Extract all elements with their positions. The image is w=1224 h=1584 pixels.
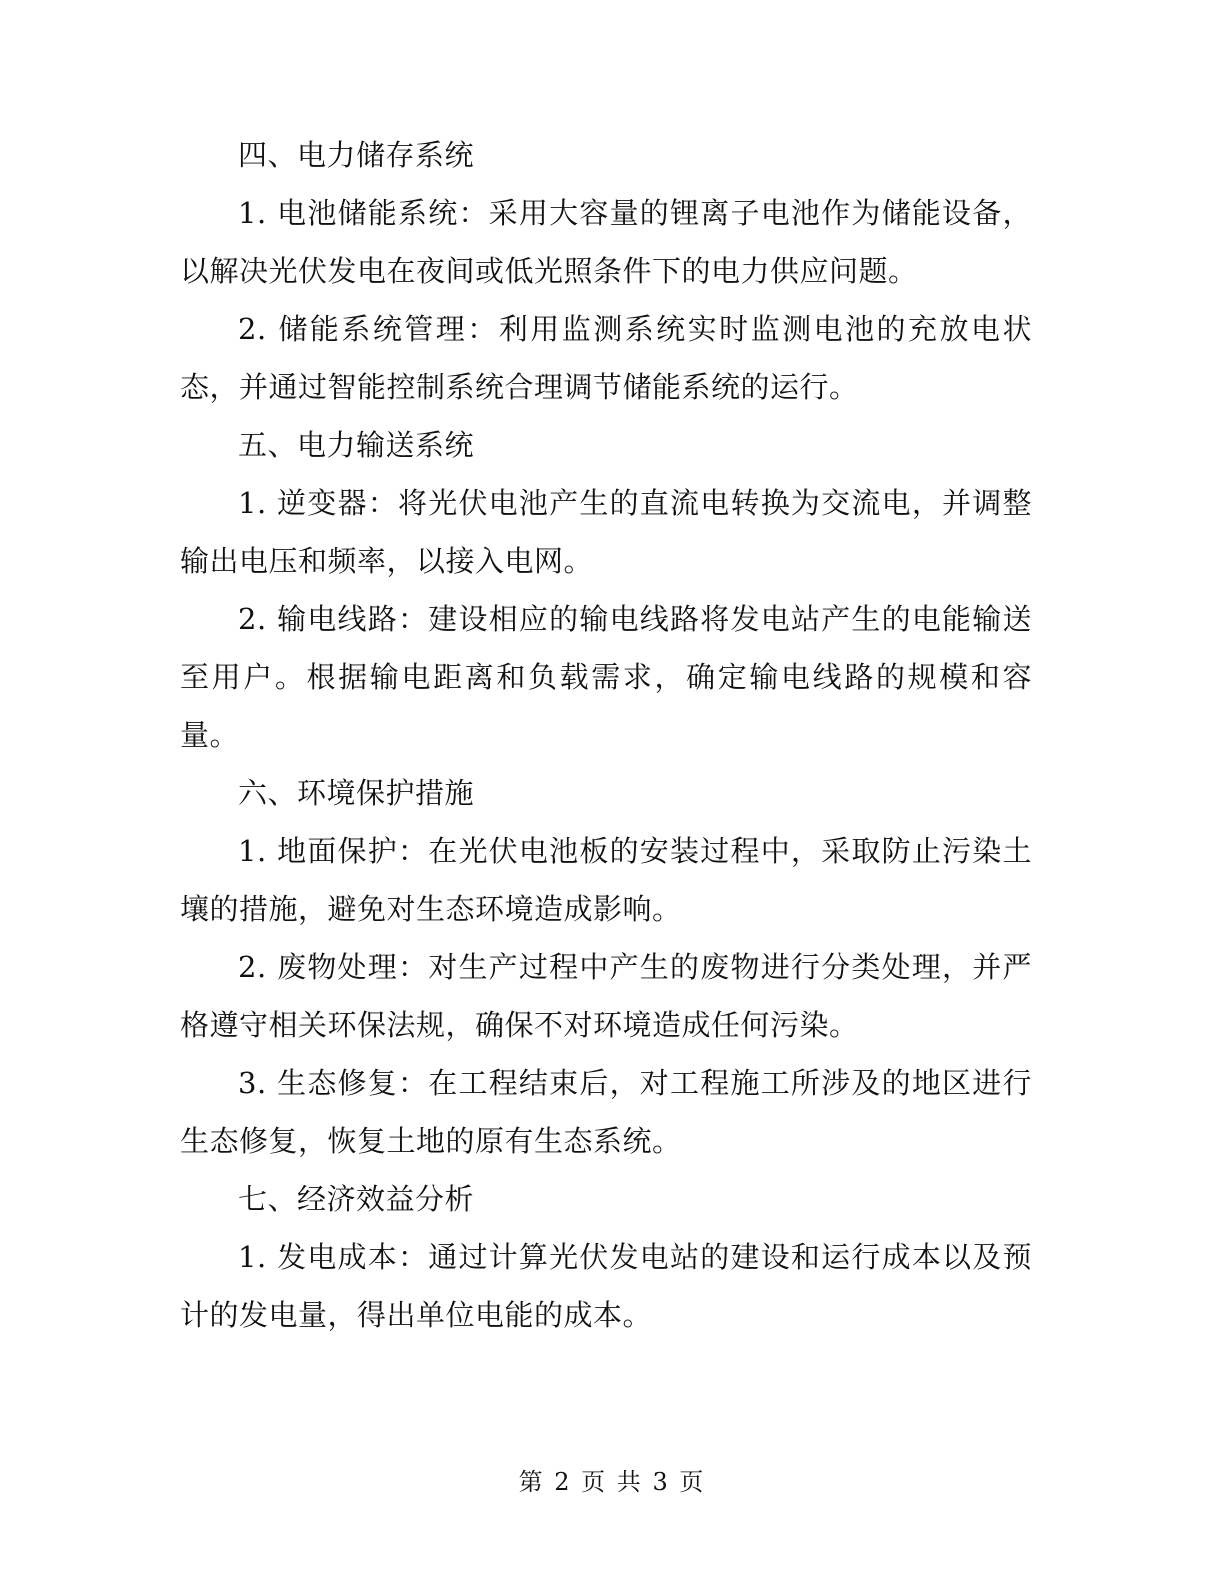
paragraph: 2. 储能系统管理：利用监测系统实时监测电池的充放电状态，并通过智能控制系统合理调节储能系统的运行。 [180, 312, 1032, 404]
paragraph: 3. 生态修复：在工程结束后，对工程施工所涉及的地区进行生态修复，恢复土地的原有生态系统。 [180, 1066, 1032, 1158]
paragraph: 2. 输电线路：建设相应的输电线路将发电站产生的电能输送至用户。根据输电距离和负载需求，确定输电线路的规模和容量。 [180, 602, 1032, 752]
section-heading: 四、电力储存系统 [238, 138, 475, 172]
document-body [180, 126, 1032, 1344]
paragraph: 1. 地面保护：在光伏电池板的安装过程中，采取防止污染土壤的措施，避免对生态环境造成影响。 [180, 834, 1032, 926]
section-heading: 五、电力输送系统 [238, 428, 475, 462]
page-number: 第 2 页 共 3 页 [518, 1468, 706, 1496]
paragraph: 1. 发电成本：通过计算光伏发电站的建设和运行成本以及预计的发电量，得出单位电能的成本。 [180, 1240, 1032, 1332]
paragraph: 1. 电池储能系统：采用大容量的锂离子电池作为储能设备，以解决光伏发电在夜间或低光照条件下的电力供应问题。 [180, 196, 1032, 288]
paragraph: 2. 废物处理：对生产过程中产生的废物进行分类处理，并严格遵守相关环保法规，确保不对环境造成任何污染。 [180, 950, 1032, 1042]
section-heading: 六、环境保护措施 [238, 776, 475, 810]
section-heading: 七、经济效益分析 [238, 1182, 475, 1216]
paragraph: 1. 逆变器：将光伏电池产生的直流电转换为交流电，并调整输出电压和频率，以接入电网。 [180, 486, 1032, 578]
